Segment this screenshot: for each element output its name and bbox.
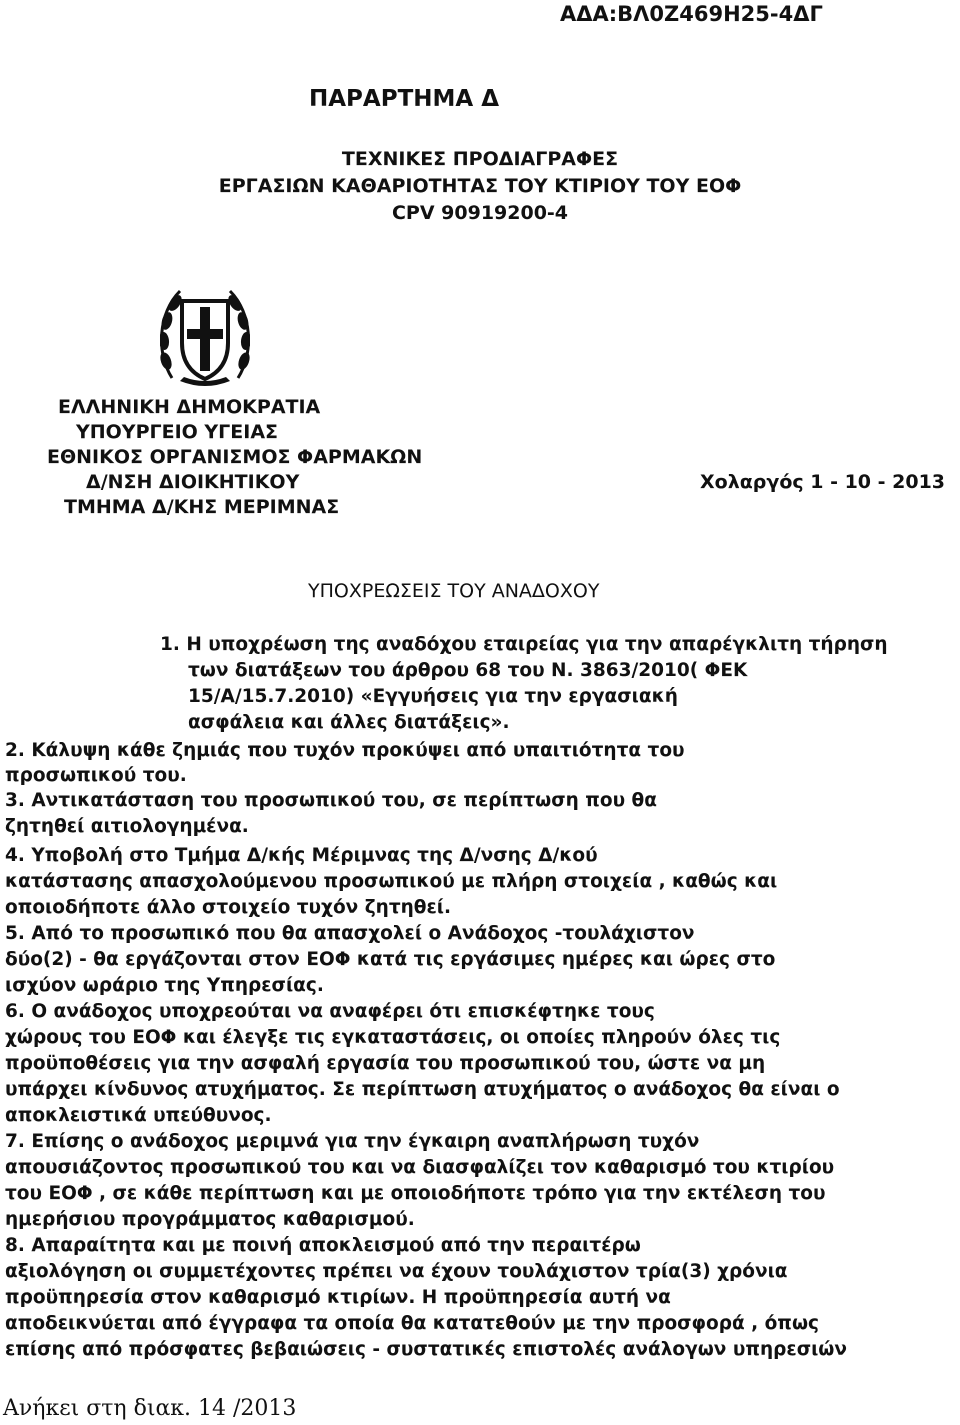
spec-title-line-2: ΕΡΓΑΣΙΩΝ ΚΑΘΑΡΙΟΤΗΤΑΣ ΤΟΥ ΚΤΙΡΙΟΥ ΤΟΥ ΕΟΦ (218, 175, 742, 197)
authority-department: ΤΜΗΜΑ Δ/ΚΗΣ ΜΕΡΙΜΝΑΣ (64, 496, 340, 518)
section-title: ΥΠΟΧΡΕΩΣΕΙΣ ΤΟΥ ΑΝΑΔΟΧΟΥ (308, 580, 600, 602)
body-line: χώρους του ΕΟΦ και έλεγξε τις εγκαταστάσεις, οι οποίες πληρούν όλες τις (5, 1027, 781, 1048)
authority-organization: ΕΘΝΙΚΟΣ ΟΡΓΑΝΙΣΜΟΣ ΦΑΡΜΑΚΩΝ (47, 446, 423, 468)
body-line: δύο(2) - θα εργάζονται στον ΕΟΦ κατά τις εργάσιμες ημέρες και ώρες στο (5, 949, 776, 970)
body-line: ημερήσιου προγράμματος καθαρισμού. (5, 1209, 415, 1230)
body-line: του ΕΟΦ , σε κάθε περίπτωση και με οποιοδήποτε τρόπο για την εκτέλεση του (5, 1183, 826, 1204)
body-line: αποδεικνύεται από έγγραφα τα οποία θα κατατεθούν με την προσφορά , όπως (5, 1313, 819, 1334)
body-line: 3. Αντικατάσταση του προσωπικού του, σε περίπτωση που θα (5, 790, 657, 811)
body-line: ισχύον ωράριο της Υπηρεσίας. (5, 975, 324, 996)
body-line: 6. Ο ανάδοχος υποχρεούται να αναφέρει ότι επισκέφτηκε τους (5, 1001, 655, 1022)
cpv-code: CPV 90919200-4 (391, 202, 569, 224)
body-line: υπάρχει κίνδυνος ατυχήματος. Σε περίπτωση ατυχήματος ο ανάδοχος θα είναι ο (5, 1079, 840, 1100)
annex-title: ΠΑΡΑΡΤΗΜΑ Δ (309, 86, 499, 112)
footer-note: Ανήκει στη διακ. 14 /2013 (3, 1396, 297, 1421)
spec-title-line-1: ΤΕΧΝΙΚΕΣ ΠΡΟΔΙΑΓΡΑΦΕΣ (341, 148, 619, 170)
body-line: 15/Α/15.7.2010) «Εγγυήσεις για την εργασιακή (188, 686, 678, 707)
body-line: 7. Επίσης ο ανάδοχος μεριμνά για την έγκαιρη αναπλήρωση τυχόν (5, 1131, 700, 1152)
body-line: ζητηθεί αιτιολογημένα. (5, 816, 249, 837)
body-line: επίσης από πρόσφατες βεβαιώσεις - συστατικές επιστολές ανάλογων υπηρεσιών (5, 1339, 847, 1360)
body-line: προϋπηρεσία στον καθαρισμό κτιρίων. Η προϋπηρεσία αυτή να (5, 1287, 671, 1308)
body-line: 1. Η υποχρέωση της αναδόχου εταιρείας για την απαρέγκλιτη τήρηση (160, 634, 888, 655)
body-line: απουσιάζοντος προσωπικού του και να διασφαλίζει τον καθαρισμό του κτιρίου (5, 1157, 835, 1178)
body-line: αξιολόγηση οι συμμετέχοντες πρέπει να έχουν τουλάχιστον τρία(3) χρόνια (5, 1261, 788, 1282)
body-line: 4. Υποβολή στο Τμήμα Δ/κής Μέριμνας της Δ/νσης Δ/κού (5, 845, 598, 866)
body-line: οποιοδήποτε άλλο στοιχείο τυχόν ζητηθεί. (5, 897, 452, 918)
body-line: 8. Απαραίτητα και με ποινή αποκλεισμού από την περαιτέρω (5, 1235, 641, 1256)
ada-code: ΑΔΑ:ΒΛ0Ζ469Η25-4ΔΓ (560, 2, 823, 26)
body-line: προσωπικού του. (5, 765, 187, 786)
body-line: προϋποθέσεις για την ασφαλή εργασία του προσωπικού του, ώστε να μη (5, 1053, 766, 1074)
place-date: Χολαργός 1 - 10 - 2013 (700, 471, 946, 493)
body-line: αποκλειστικά υπεύθυνος. (5, 1105, 272, 1126)
body-line: ασφάλεια και άλλες διατάξεις». (188, 712, 510, 733)
authority-directorate: Δ/ΝΣΗ ΔΙΟΙΚΗΤΙΚΟΥ (86, 471, 300, 493)
greek-coat-of-arms-icon (160, 283, 250, 391)
authority-ministry: ΥΠΟΥΡΓΕΙΟ ΥΓΕΙΑΣ (76, 421, 279, 443)
authority-country: ΕΛΛΗΝΙΚΗ ΔΗΜΟΚΡΑΤΙΑ (58, 396, 321, 418)
body-line: των διατάξεων του άρθρου 68 του Ν. 3863/2010( ΦΕΚ (188, 660, 748, 681)
body-line: 5. Από το προσωπικό που θα απασχολεί ο Ανάδοχος -τουλάχιστον (5, 923, 695, 944)
body-line: κατάστασης απασχολούμενου προσωπικού με πλήρη στοιχεία , καθώς και (5, 871, 778, 892)
body-line: 2. Κάλυψη κάθε ζημιάς που τυχόν προκύψει από υπαιτιότητα του (5, 740, 685, 761)
